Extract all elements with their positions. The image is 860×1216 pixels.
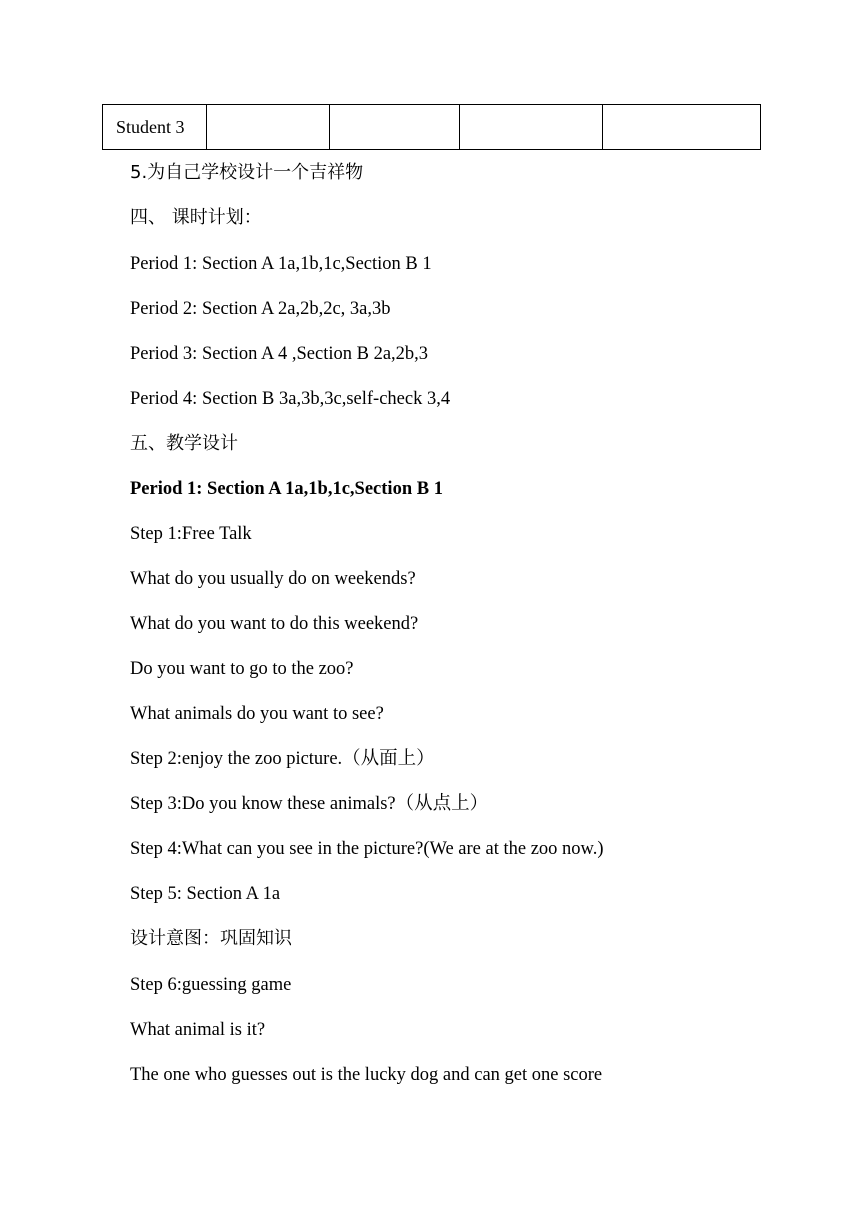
question-line: Do you want to go to the zoo? bbox=[130, 659, 354, 679]
period-heading: Period 1: Section A 1a,1b,1c,Section B 1 bbox=[130, 479, 443, 499]
step-line: Step 3:Do you know these animals?（从点上） bbox=[130, 794, 489, 814]
section-heading-design: 五、教学设计 bbox=[130, 433, 238, 454]
table-cell bbox=[207, 105, 330, 150]
step-line: Step 5: Section A 1a bbox=[130, 884, 281, 904]
period-plan-2: Period 2: Section A 2a,2b,2c, 3a,3b bbox=[130, 299, 391, 319]
student-table bbox=[102, 104, 761, 150]
table-cell bbox=[603, 105, 761, 150]
question-line: What animal is it? bbox=[130, 1020, 266, 1040]
step-line: Step 1:Free Talk bbox=[130, 524, 252, 544]
student-table-container bbox=[102, 104, 760, 150]
design-intent-line: 设计意图：巩固知识 bbox=[130, 928, 292, 949]
question-line: What animals do you want to see? bbox=[130, 704, 384, 724]
table-row bbox=[103, 105, 761, 150]
table-cell bbox=[460, 105, 603, 150]
step-line: Step 4:What can you see in the picture?(We are at the zoo now.) bbox=[130, 839, 604, 859]
table-cell bbox=[330, 105, 460, 150]
section-heading-schedule: 四、 课时计划： bbox=[130, 207, 262, 228]
period-plan-1: Period 1: Section A 1a,1b,1c,Section B 1 bbox=[130, 254, 432, 274]
step-line: Step 2:enjoy the zoo picture.（从面上） bbox=[130, 749, 435, 769]
instruction-line: The one who guesses out is the lucky dog and can get one score bbox=[130, 1065, 603, 1085]
period-plan-3: Period 3: Section A 4 ,Section B 2a,2b,3 bbox=[130, 344, 429, 364]
period-plan-4: Period 4: Section B 3a,3b,3c,self-check 3,4 bbox=[130, 389, 451, 409]
task-item-mascot: 5.为自己学校设计一个吉祥物 bbox=[130, 162, 364, 183]
question-line: What do you usually do on weekends? bbox=[130, 569, 416, 589]
table-cell-student: Student 3 bbox=[103, 105, 207, 150]
question-line: What do you want to do this weekend? bbox=[130, 614, 419, 634]
step-line: Step 6:guessing game bbox=[130, 975, 292, 995]
